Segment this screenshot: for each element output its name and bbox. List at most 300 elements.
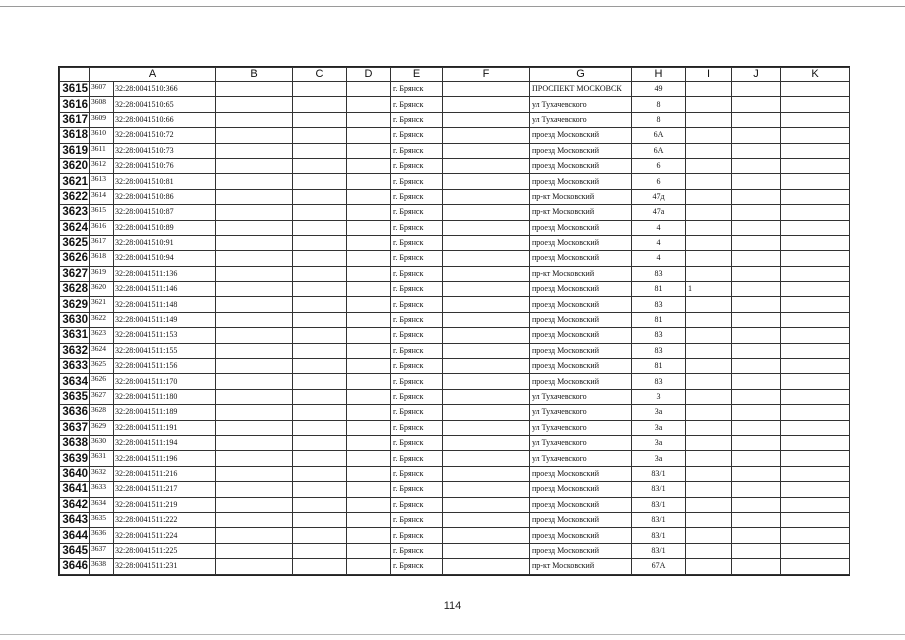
sequence-number: 3610 bbox=[90, 128, 114, 143]
cadastral-number: 32:28:0041511:146 bbox=[114, 282, 216, 297]
cadastral-number: 32:28:0041510:366 bbox=[114, 82, 216, 97]
cell-g bbox=[443, 174, 530, 189]
table-row bbox=[60, 543, 850, 558]
row-number: 3622 bbox=[60, 189, 90, 204]
column-header: G bbox=[530, 68, 632, 82]
sequence-number: 3618 bbox=[90, 251, 114, 266]
street-cell: ул Тухачевского bbox=[530, 451, 632, 466]
sequence-number: 3614 bbox=[90, 189, 114, 204]
cell-g bbox=[443, 343, 530, 358]
city-cell: г. Брянск bbox=[391, 420, 443, 435]
cell-c bbox=[216, 559, 293, 574]
cell-l bbox=[781, 143, 850, 158]
column-header: A bbox=[90, 68, 216, 82]
cell-j bbox=[686, 343, 732, 358]
row-number: 3635 bbox=[60, 389, 90, 404]
row-number: 3621 bbox=[60, 174, 90, 189]
cadastral-number: 32:28:0041511:225 bbox=[114, 543, 216, 558]
sequence-number: 3615 bbox=[90, 205, 114, 220]
street-cell: проезд Московский bbox=[530, 174, 632, 189]
column-header: F bbox=[443, 68, 530, 82]
cell-c bbox=[216, 189, 293, 204]
house-number: 83 bbox=[632, 328, 686, 343]
row-number: 3620 bbox=[60, 158, 90, 173]
cell-d bbox=[293, 405, 347, 420]
cell-k bbox=[732, 205, 781, 220]
city-cell: г. Брянск bbox=[391, 405, 443, 420]
cell-k bbox=[732, 374, 781, 389]
row-number: 3628 bbox=[60, 282, 90, 297]
column-header: D bbox=[347, 68, 391, 82]
cell-g bbox=[443, 266, 530, 281]
cadastral-number: 32:28:0041510:89 bbox=[114, 220, 216, 235]
cell-l bbox=[781, 559, 850, 574]
cell-d bbox=[293, 528, 347, 543]
cell-l bbox=[781, 205, 850, 220]
scan-edge-top bbox=[0, 6, 905, 7]
cell-l bbox=[781, 220, 850, 235]
city-cell: г. Брянск bbox=[391, 359, 443, 374]
cell-g bbox=[443, 220, 530, 235]
sequence-number: 3631 bbox=[90, 451, 114, 466]
city-cell: г. Брянск bbox=[391, 512, 443, 527]
cell-e bbox=[347, 266, 391, 281]
spreadsheet-printout bbox=[58, 66, 850, 576]
cell-d bbox=[293, 482, 347, 497]
cell-g bbox=[443, 359, 530, 374]
cadastral-number: 32:28:0041511:196 bbox=[114, 451, 216, 466]
table-row bbox=[60, 251, 850, 266]
cell-k bbox=[732, 143, 781, 158]
cell-g bbox=[443, 482, 530, 497]
cadastral-number: 32:28:0041510:86 bbox=[114, 189, 216, 204]
cell-e bbox=[347, 251, 391, 266]
table-row bbox=[60, 189, 850, 204]
column-header: K bbox=[781, 68, 850, 82]
house-number: 83/1 bbox=[632, 497, 686, 512]
cell-d bbox=[293, 451, 347, 466]
cell-j bbox=[686, 82, 732, 97]
cell-k bbox=[732, 451, 781, 466]
cell-e bbox=[347, 420, 391, 435]
table-row bbox=[60, 359, 850, 374]
row-number: 3634 bbox=[60, 374, 90, 389]
house-number: 8 bbox=[632, 112, 686, 127]
city-cell: г. Брянск bbox=[391, 466, 443, 481]
sequence-number: 3611 bbox=[90, 143, 114, 158]
cell-c bbox=[216, 466, 293, 481]
cell-c bbox=[216, 82, 293, 97]
city-cell: г. Брянск bbox=[391, 497, 443, 512]
cell-e bbox=[347, 220, 391, 235]
sequence-number: 3612 bbox=[90, 158, 114, 173]
cadastral-number: 32:28:0041511:136 bbox=[114, 266, 216, 281]
house-number: 81 bbox=[632, 282, 686, 297]
cadastral-number: 32:28:0041511:231 bbox=[114, 559, 216, 574]
cell-c bbox=[216, 128, 293, 143]
cell-l bbox=[781, 82, 850, 97]
sequence-number: 3619 bbox=[90, 266, 114, 281]
sequence-number: 3607 bbox=[90, 82, 114, 97]
city-cell: г. Брянск bbox=[391, 374, 443, 389]
city-cell: г. Брянск bbox=[391, 143, 443, 158]
street-cell: пр-кт Московский bbox=[530, 559, 632, 574]
cell-l bbox=[781, 174, 850, 189]
street-cell: проезд Московский bbox=[530, 528, 632, 543]
sequence-number: 3626 bbox=[90, 374, 114, 389]
cadastral-number: 32:28:0041511:153 bbox=[114, 328, 216, 343]
table-row bbox=[60, 128, 850, 143]
city-cell: г. Брянск bbox=[391, 435, 443, 450]
row-number: 3633 bbox=[60, 359, 90, 374]
house-number: 4 bbox=[632, 220, 686, 235]
cell-g bbox=[443, 528, 530, 543]
table-row bbox=[60, 297, 850, 312]
cell-j bbox=[686, 435, 732, 450]
cell-k bbox=[732, 466, 781, 481]
cadastral-number: 32:28:0041510:65 bbox=[114, 97, 216, 112]
city-cell: г. Брянск bbox=[391, 205, 443, 220]
cell-e bbox=[347, 328, 391, 343]
cadastral-number: 32:28:0041510:66 bbox=[114, 112, 216, 127]
cell-e bbox=[347, 528, 391, 543]
table-row bbox=[60, 466, 850, 481]
cell-c bbox=[216, 420, 293, 435]
city-cell: г. Брянск bbox=[391, 220, 443, 235]
cell-k bbox=[732, 158, 781, 173]
cell-c bbox=[216, 528, 293, 543]
cadastral-number: 32:28:0041510:87 bbox=[114, 205, 216, 220]
cell-e bbox=[347, 205, 391, 220]
table-row bbox=[60, 420, 850, 435]
street-cell: пр-кт Московский bbox=[530, 266, 632, 281]
cell-l bbox=[781, 435, 850, 450]
cadastral-number: 32:28:0041510:72 bbox=[114, 128, 216, 143]
cell-g bbox=[443, 420, 530, 435]
cell-c bbox=[216, 235, 293, 250]
city-cell: г. Брянск bbox=[391, 128, 443, 143]
cell-j bbox=[686, 189, 732, 204]
street-cell: проезд Московский bbox=[530, 497, 632, 512]
cell-k bbox=[732, 297, 781, 312]
cell-k bbox=[732, 189, 781, 204]
cell-e bbox=[347, 312, 391, 327]
scan-edge-bottom bbox=[0, 634, 905, 635]
cell-g bbox=[443, 389, 530, 404]
cell-e bbox=[347, 374, 391, 389]
cell-g bbox=[443, 312, 530, 327]
row-number: 3641 bbox=[60, 482, 90, 497]
cell-c bbox=[216, 343, 293, 358]
cell-j bbox=[686, 512, 732, 527]
table-row bbox=[60, 482, 850, 497]
street-cell: ул Тухачевского bbox=[530, 97, 632, 112]
cell-k bbox=[732, 343, 781, 358]
city-cell: г. Брянск bbox=[391, 97, 443, 112]
cell-d bbox=[293, 497, 347, 512]
cell-j bbox=[686, 466, 732, 481]
cell-c bbox=[216, 174, 293, 189]
cell-l bbox=[781, 282, 850, 297]
cell-k bbox=[732, 559, 781, 574]
sequence-number: 3628 bbox=[90, 405, 114, 420]
cell-e bbox=[347, 343, 391, 358]
street-cell: проезд Московский bbox=[530, 543, 632, 558]
cell-j bbox=[686, 205, 732, 220]
cadastral-number: 32:28:0041511:180 bbox=[114, 389, 216, 404]
house-number: 83/1 bbox=[632, 543, 686, 558]
cell-k bbox=[732, 282, 781, 297]
cell-d bbox=[293, 420, 347, 435]
cell-c bbox=[216, 112, 293, 127]
cadastral-number: 32:28:0041510:94 bbox=[114, 251, 216, 266]
house-number: 67А bbox=[632, 559, 686, 574]
cell-g bbox=[443, 282, 530, 297]
cell-l bbox=[781, 235, 850, 250]
city-cell: г. Брянск bbox=[391, 82, 443, 97]
house-number: 83 bbox=[632, 266, 686, 281]
table-row bbox=[60, 97, 850, 112]
cell-c bbox=[216, 328, 293, 343]
cell-c bbox=[216, 220, 293, 235]
cadastral-number: 32:28:0041511:189 bbox=[114, 405, 216, 420]
street-cell: проезд Московский bbox=[530, 466, 632, 481]
cell-c bbox=[216, 405, 293, 420]
table-row bbox=[60, 282, 850, 297]
cadastral-number: 32:28:0041510:91 bbox=[114, 235, 216, 250]
cell-e bbox=[347, 189, 391, 204]
table-row bbox=[60, 112, 850, 127]
cell-e bbox=[347, 128, 391, 143]
cell-l bbox=[781, 512, 850, 527]
row-number: 3645 bbox=[60, 543, 90, 558]
city-cell: г. Брянск bbox=[391, 328, 443, 343]
cell-l bbox=[781, 451, 850, 466]
city-cell: г. Брянск bbox=[391, 528, 443, 543]
table-row bbox=[60, 389, 850, 404]
house-number: 3а bbox=[632, 435, 686, 450]
cadastral-number: 32:28:0041511:224 bbox=[114, 528, 216, 543]
cell-c bbox=[216, 282, 293, 297]
table-row bbox=[60, 435, 850, 450]
cell-c bbox=[216, 158, 293, 173]
cell-d bbox=[293, 128, 347, 143]
cell-k bbox=[732, 512, 781, 527]
house-number: 81 bbox=[632, 359, 686, 374]
table-row bbox=[60, 512, 850, 527]
cell-d bbox=[293, 174, 347, 189]
sequence-number: 3609 bbox=[90, 112, 114, 127]
cell-c bbox=[216, 251, 293, 266]
cadastral-number: 32:28:0041511:216 bbox=[114, 466, 216, 481]
cell-c bbox=[216, 389, 293, 404]
cell-d bbox=[293, 435, 347, 450]
cell-k bbox=[732, 405, 781, 420]
page-number: 114 bbox=[443, 600, 462, 612]
cell-d bbox=[293, 297, 347, 312]
cell-j bbox=[686, 235, 732, 250]
city-cell: г. Брянск bbox=[391, 312, 443, 327]
table-row bbox=[60, 374, 850, 389]
cell-j bbox=[686, 297, 732, 312]
cell-k bbox=[732, 251, 781, 266]
row-number: 3625 bbox=[60, 235, 90, 250]
cell-k bbox=[732, 266, 781, 281]
corner-cell bbox=[60, 68, 90, 82]
city-cell: г. Брянск bbox=[391, 389, 443, 404]
column-header: I bbox=[686, 68, 732, 82]
cell-c bbox=[216, 97, 293, 112]
cell-k bbox=[732, 543, 781, 558]
cell-k bbox=[732, 312, 781, 327]
cell-l bbox=[781, 420, 850, 435]
sequence-number: 3634 bbox=[90, 497, 114, 512]
cell-d bbox=[293, 543, 347, 558]
cell-k bbox=[732, 482, 781, 497]
cell-e bbox=[347, 435, 391, 450]
city-cell: г. Брянск bbox=[391, 451, 443, 466]
house-number: 83/1 bbox=[632, 512, 686, 527]
column-header-row bbox=[60, 68, 850, 82]
sequence-number: 3632 bbox=[90, 466, 114, 481]
sequence-number: 3621 bbox=[90, 297, 114, 312]
cell-k bbox=[732, 128, 781, 143]
cell-l bbox=[781, 158, 850, 173]
sequence-number: 3617 bbox=[90, 235, 114, 250]
cell-k bbox=[732, 82, 781, 97]
city-cell: г. Брянск bbox=[391, 251, 443, 266]
house-number: 3 bbox=[632, 389, 686, 404]
column-header: C bbox=[293, 68, 347, 82]
cell-j bbox=[686, 497, 732, 512]
street-cell: проезд Московский bbox=[530, 482, 632, 497]
cell-g bbox=[443, 405, 530, 420]
cell-l bbox=[781, 466, 850, 481]
cell-j bbox=[686, 220, 732, 235]
cell-k bbox=[732, 497, 781, 512]
city-cell: г. Брянск bbox=[391, 297, 443, 312]
cadastral-number: 32:28:0041511:170 bbox=[114, 374, 216, 389]
cell-d bbox=[293, 389, 347, 404]
cadastral-number: 32:28:0041511:222 bbox=[114, 512, 216, 527]
cell-d bbox=[293, 312, 347, 327]
cell-j bbox=[686, 559, 732, 574]
cell-j bbox=[686, 543, 732, 558]
cell-e bbox=[347, 112, 391, 127]
house-number: 83 bbox=[632, 374, 686, 389]
sequence-number: 3637 bbox=[90, 543, 114, 558]
house-number: 6 bbox=[632, 158, 686, 173]
cell-g bbox=[443, 497, 530, 512]
cell-g bbox=[443, 328, 530, 343]
cell-j bbox=[686, 158, 732, 173]
sequence-number: 3623 bbox=[90, 328, 114, 343]
row-number: 3623 bbox=[60, 205, 90, 220]
street-cell: проезд Московский bbox=[530, 158, 632, 173]
cell-c bbox=[216, 143, 293, 158]
cell-e bbox=[347, 543, 391, 558]
cell-c bbox=[216, 359, 293, 374]
cell-j bbox=[686, 359, 732, 374]
cell-g bbox=[443, 158, 530, 173]
row-number: 3643 bbox=[60, 512, 90, 527]
cell-e bbox=[347, 143, 391, 158]
street-cell: проезд Московский bbox=[530, 328, 632, 343]
cell-e bbox=[347, 97, 391, 112]
cell-k bbox=[732, 220, 781, 235]
sequence-number: 3630 bbox=[90, 435, 114, 450]
city-cell: г. Брянск bbox=[391, 343, 443, 358]
cell-k bbox=[732, 420, 781, 435]
cell-g bbox=[443, 128, 530, 143]
cell-c bbox=[216, 435, 293, 450]
cell-g bbox=[443, 297, 530, 312]
street-cell: ул Тухачевского bbox=[530, 435, 632, 450]
cell-e bbox=[347, 359, 391, 374]
row-number: 3636 bbox=[60, 405, 90, 420]
cell-j bbox=[686, 128, 732, 143]
cell-e bbox=[347, 174, 391, 189]
cell-j bbox=[686, 266, 732, 281]
street-cell: проезд Московский bbox=[530, 312, 632, 327]
table-row bbox=[60, 497, 850, 512]
house-number: 3а bbox=[632, 420, 686, 435]
city-cell: г. Брянск bbox=[391, 282, 443, 297]
cell-c bbox=[216, 297, 293, 312]
street-cell: проезд Московский bbox=[530, 143, 632, 158]
cell-l bbox=[781, 251, 850, 266]
cell-l bbox=[781, 497, 850, 512]
cell-k bbox=[732, 174, 781, 189]
cell-k bbox=[732, 97, 781, 112]
row-number: 3619 bbox=[60, 143, 90, 158]
street-cell: проезд Московский bbox=[530, 251, 632, 266]
cell-j bbox=[686, 251, 732, 266]
cell-j bbox=[686, 97, 732, 112]
city-cell: г. Брянск bbox=[391, 559, 443, 574]
table-row bbox=[60, 174, 850, 189]
table-row bbox=[60, 451, 850, 466]
table-row bbox=[60, 143, 850, 158]
cadastral-number: 32:28:0041511:194 bbox=[114, 435, 216, 450]
house-number: 4 bbox=[632, 251, 686, 266]
cell-d bbox=[293, 512, 347, 527]
table-row bbox=[60, 266, 850, 281]
cell-d bbox=[293, 359, 347, 374]
cell-d bbox=[293, 343, 347, 358]
house-number: 83 bbox=[632, 343, 686, 358]
cell-d bbox=[293, 235, 347, 250]
row-number: 3630 bbox=[60, 312, 90, 327]
cell-k bbox=[732, 112, 781, 127]
cell-k bbox=[732, 435, 781, 450]
cell-l bbox=[781, 266, 850, 281]
cell-e bbox=[347, 158, 391, 173]
table-row bbox=[60, 205, 850, 220]
cell-g bbox=[443, 435, 530, 450]
cell-c bbox=[216, 451, 293, 466]
cell-g bbox=[443, 374, 530, 389]
street-cell: проезд Московский bbox=[530, 297, 632, 312]
cell-j bbox=[686, 174, 732, 189]
cell-c bbox=[216, 497, 293, 512]
house-number: 83/1 bbox=[632, 466, 686, 481]
street-cell: проезд Московский bbox=[530, 359, 632, 374]
cell-d bbox=[293, 143, 347, 158]
table-row bbox=[60, 158, 850, 173]
city-cell: г. Брянск bbox=[391, 112, 443, 127]
cell-e bbox=[347, 451, 391, 466]
